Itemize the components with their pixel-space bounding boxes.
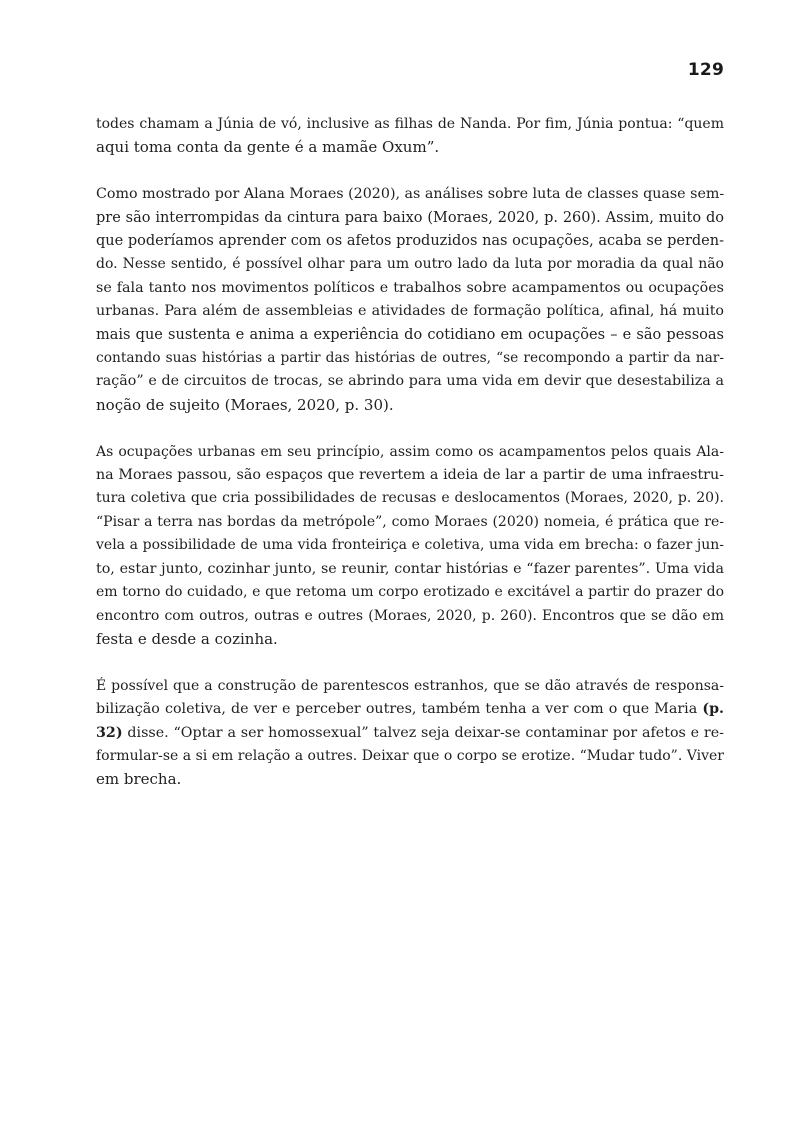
text-line: na Moraes passou, são espaços que revertem a ideia de lar a partir de uma infraestru- xyxy=(96,467,724,484)
text-line: ração” e de circuitos de trocas, se abrindo para uma vida em devir que desestabiliza a xyxy=(96,373,724,390)
text-line: que poderíamos aprender com os afetos produzidos nas ocupações, acaba se perden- xyxy=(96,233,724,250)
page-reference: (p. xyxy=(702,701,724,718)
text-line: contando suas histórias a partir das histórias de outres, “se recompondo a partir da nar- xyxy=(96,350,724,367)
paragraph-4 xyxy=(96,675,724,792)
text-line: em torno do cuidado, e que retoma um corpo erotizado e excitável a partir do prazer do xyxy=(96,584,724,601)
text-line: aqui toma conta da gente é a mamãe Oxum”. xyxy=(96,138,440,157)
paragraph-3 xyxy=(96,441,724,652)
text-line: “Pisar a terra nas bordas da metrópole”, como Moraes (2020) nomeia, é prática que re- xyxy=(96,513,724,530)
text-line: Como mostrado por Alana Moraes (2020), as análises sobre luta de classes quase sem- xyxy=(96,186,725,203)
text-line: tura coletiva que cria possibilidades de recusas e deslocamentos (Moraes, 2020, p. 20). xyxy=(96,490,724,507)
text-line: As ocupações urbanas em seu princípio, assim como os acampamentos pelos quais Ala- xyxy=(96,443,724,460)
text-line: formular-se a si em relação a outres. Deixar que o corpo se erotize. “Mudar tudo”. Viver xyxy=(96,747,724,764)
text-line: se fala tanto nos movimentos políticos e trabalhos sobre acampamentos ou ocupações xyxy=(96,279,724,296)
text-line xyxy=(96,698,724,721)
text-line: to, estar junto, cozinhar junto, se reunir, contar histórias e “fazer parentes”. Uma vida xyxy=(96,560,724,577)
text-line: encontro com outros, outras e outres (Moraes, 2020, p. 260). Encontros que se dão em xyxy=(96,607,724,624)
text-line: pre são interrompidas da cintura para baixo (Moraes, 2020, p. 260). Assim, muito do xyxy=(96,209,724,226)
page-reference: 32) xyxy=(96,724,123,741)
text-line: mais que sustenta e anima a experiência do cotidiano em ocupações – e são pessoas xyxy=(96,326,724,343)
body-text xyxy=(96,113,724,815)
text-line: festa e desde a cozinha. xyxy=(96,629,278,648)
text-line: do. Nesse sentido, é possível olhar para um outro lado da luta por moradia da qual não xyxy=(96,256,724,273)
text-line: em brecha. xyxy=(96,770,182,789)
text-line: urbanas. Para além de assembleias e atividades de formação política, afinal, há muito xyxy=(96,303,724,320)
paragraph-2 xyxy=(96,183,724,417)
text-line xyxy=(96,722,724,745)
text-line: É possível que a construção de parentescos estranhos, que se dão através de responsa- xyxy=(96,677,724,694)
text-line: todes chamam a Júnia de vó, inclusive as filhas de Nanda. Por fim, Júnia pontua: “quem xyxy=(96,116,724,132)
text-line: vela a possibilidade de uma vida fronteiriça e coletiva, uma vida em brecha: o fazer jun- xyxy=(96,537,724,554)
text-segment: disse. “Optar a ser homossexual” talvez seja deixar-se contaminar por afetos e re- xyxy=(122,724,724,741)
paragraph-1 xyxy=(96,113,724,160)
page-number: 129 xyxy=(687,60,724,80)
text-segment: bilização coletiva, de ver e perceber outres, também tenha a ver com o que Maria xyxy=(96,701,698,718)
text-line: noção de sujeito (Moraes, 2020, p. 30). xyxy=(96,395,394,414)
